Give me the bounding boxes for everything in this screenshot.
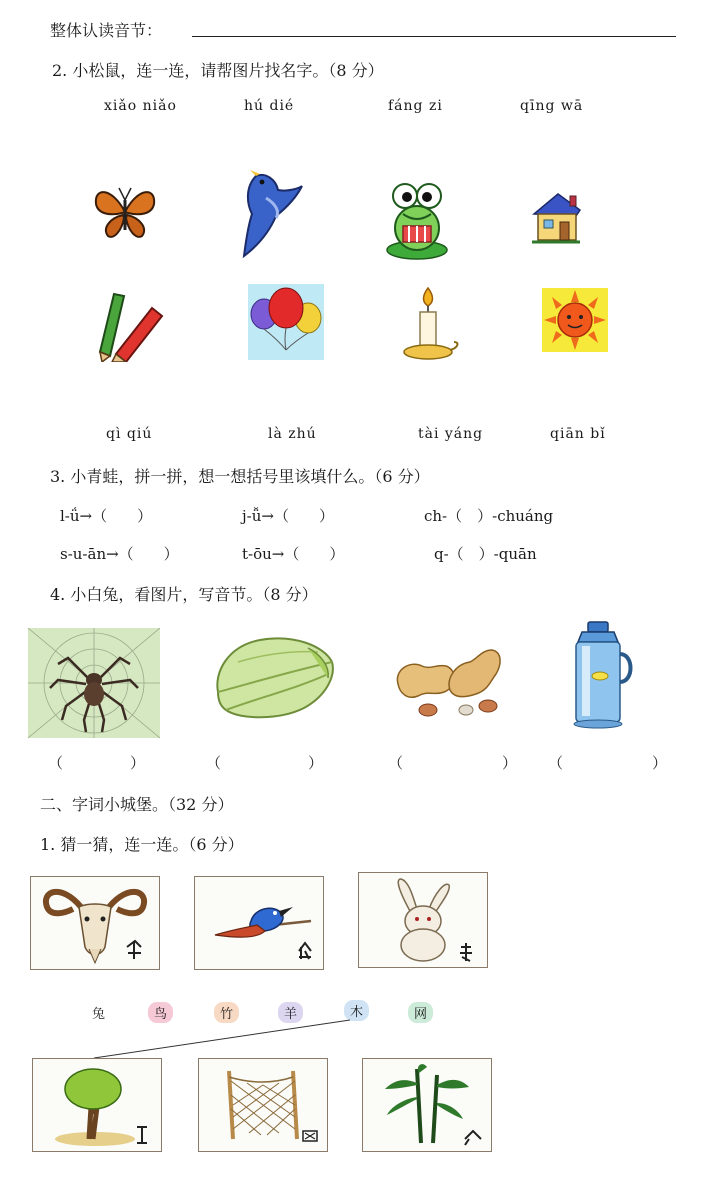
char-zhu[interactable]: 竹 bbox=[214, 1002, 239, 1023]
spell-item-4[interactable]: s-u-ān→（ ） bbox=[60, 545, 179, 563]
bamboo-picture bbox=[363, 1059, 491, 1151]
tree-picture bbox=[33, 1059, 161, 1151]
cabbage-picture[interactable] bbox=[208, 632, 338, 722]
answer-slot-3-open[interactable]: （ bbox=[388, 754, 404, 772]
thermos-picture[interactable] bbox=[564, 620, 636, 730]
sun-picture[interactable] bbox=[542, 288, 608, 352]
candle-picture[interactable] bbox=[400, 286, 462, 362]
char-niao[interactable]: 鸟 bbox=[148, 1002, 173, 1023]
pinyin-bottom-4: qiān bǐ bbox=[550, 426, 606, 442]
answer-slot-1-open[interactable]: （ bbox=[48, 754, 64, 772]
balloons-picture[interactable] bbox=[248, 284, 324, 360]
pinyin-bottom-2: là zhú bbox=[268, 426, 317, 442]
char-wang[interactable]: 网 bbox=[408, 1002, 433, 1023]
rabbit-card[interactable] bbox=[358, 872, 488, 968]
frog-picture[interactable] bbox=[385, 178, 449, 262]
rabbit-picture bbox=[359, 873, 487, 967]
spider-picture[interactable] bbox=[28, 628, 160, 738]
sample-connecting-line bbox=[90, 1016, 360, 1062]
answer-slot-4-close[interactable]: ） bbox=[652, 754, 668, 772]
spell-item-3[interactable]: ch-（ ）-chuáng bbox=[424, 507, 554, 525]
net-card[interactable] bbox=[198, 1058, 328, 1152]
pencils-picture[interactable] bbox=[94, 286, 166, 362]
part2-q1-title: 1. 猜一猜，连一连。（6 分） bbox=[40, 835, 244, 854]
section2-title: 2. 小松鼠，连一连，请帮图片找名字。（8 分） bbox=[52, 61, 384, 80]
pinyin-top-4: qīng wā bbox=[520, 98, 584, 114]
kingfisher-picture bbox=[195, 877, 323, 969]
answer-slot-2-open[interactable]: （ bbox=[206, 754, 222, 772]
answer-slot-4-open[interactable]: （ bbox=[548, 754, 564, 772]
char-mu[interactable]: 木 bbox=[344, 1000, 369, 1021]
section4-title: 4. 小白兔，看图片，写音节。（8 分） bbox=[50, 585, 318, 604]
header-label: 整体认读音节： bbox=[50, 21, 163, 40]
pinyin-bottom-1: qì qiú bbox=[106, 426, 153, 442]
butterfly-picture[interactable] bbox=[92, 182, 158, 242]
section3-title: 3. 小青蛙，拼一拼，想一想括号里该填什么。（6 分） bbox=[50, 467, 430, 486]
header-answer-line[interactable] bbox=[192, 36, 676, 37]
goat-head-picture bbox=[31, 877, 159, 969]
house-picture[interactable] bbox=[530, 190, 582, 246]
answer-slot-2-close[interactable]: ） bbox=[308, 754, 324, 772]
tree-card[interactable] bbox=[32, 1058, 162, 1152]
char-yang[interactable]: 羊 bbox=[278, 1002, 303, 1023]
pinyin-bottom-3: tài yáng bbox=[418, 426, 484, 442]
char-tu[interactable]: 兔 bbox=[86, 1002, 111, 1023]
answer-slot-3-close[interactable]: ） bbox=[502, 754, 518, 772]
spell-item-6[interactable]: q-（ ）-quān bbox=[434, 545, 537, 563]
pinyin-top-3: fáng zi bbox=[388, 98, 443, 114]
answer-slot-1-close[interactable]: ） bbox=[130, 754, 146, 772]
pinyin-top-2: hú dié bbox=[244, 98, 295, 114]
spell-item-1[interactable]: l-ǘ→（ ） bbox=[60, 507, 153, 525]
goat-card[interactable] bbox=[30, 876, 160, 970]
bird-card[interactable] bbox=[194, 876, 324, 970]
peanuts-picture[interactable] bbox=[392, 644, 504, 720]
spell-item-5[interactable]: t-ōu→（ ） bbox=[242, 545, 345, 563]
spell-item-2[interactable]: j-ǚ→（ ） bbox=[242, 507, 334, 525]
part2-title: 二、字词小城堡。（32 分） bbox=[40, 795, 234, 814]
net-picture bbox=[199, 1059, 327, 1151]
bamboo-card[interactable] bbox=[362, 1058, 492, 1152]
pinyin-top-1: xiǎo niǎo bbox=[104, 98, 177, 114]
bird-picture[interactable] bbox=[236, 168, 304, 260]
